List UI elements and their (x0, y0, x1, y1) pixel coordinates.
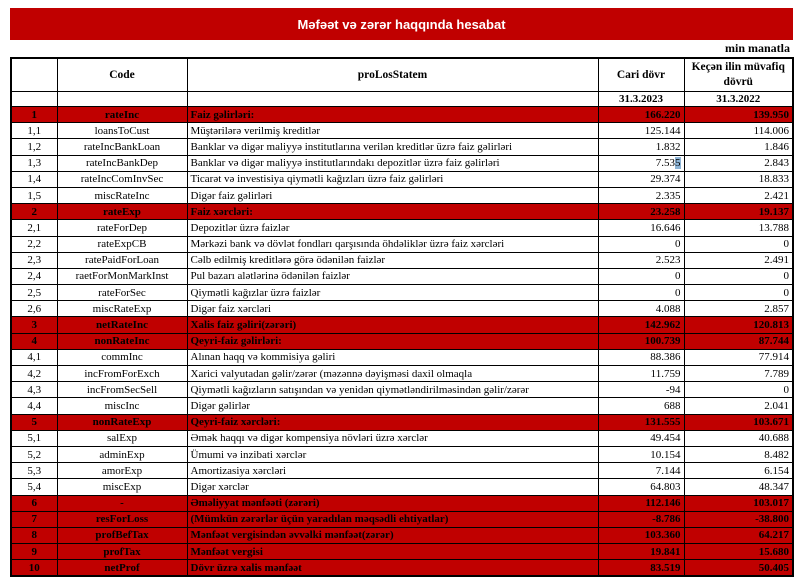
row-number-cell: 1,5 (11, 187, 57, 203)
table-row (11, 187, 793, 203)
current-value-cell: 0 (598, 236, 684, 252)
code-cell: rateIncBankLoan (57, 139, 187, 155)
previous-value-cell: 40.688 (684, 430, 793, 446)
current-value-cell: 142.962 (598, 317, 684, 333)
current-value-cell: 7.535 (598, 155, 684, 171)
row-number-cell: 9 (11, 544, 57, 560)
previous-value-cell: 2.843 (684, 155, 793, 171)
previous-value-cell: 0 (684, 236, 793, 252)
table-row (11, 123, 793, 139)
current-value-cell: 16.646 (598, 220, 684, 236)
code-cell: loansToCust (57, 123, 187, 139)
description-cell: Digər xərclər (187, 479, 598, 495)
current-value-cell: 64.803 (598, 479, 684, 495)
code-cell: incFromSecSell (57, 382, 187, 398)
report-title-bar (10, 8, 793, 40)
table-row (11, 495, 793, 511)
row-number-cell: 2,2 (11, 236, 57, 252)
row-number-cell: 7 (11, 511, 57, 527)
header-num (11, 58, 57, 92)
description-cell: Müştərilərə verilmiş kreditlər (187, 123, 598, 139)
current-value-cell: 7.144 (598, 463, 684, 479)
description-cell: Xarici valyutadan gəlir/zərər (məzənnə dəyişməsi daxil olmaqla (187, 366, 598, 382)
description-cell: (Mümkün zərərlər üçün yaradılan məqsədli ehtiyatlar) (187, 511, 598, 527)
row-number-cell: 5,2 (11, 446, 57, 462)
previous-value-cell: 0 (684, 268, 793, 284)
selected-digit: 5 (675, 157, 681, 170)
table-row (11, 204, 793, 220)
code-cell: resForLoss (57, 511, 187, 527)
previous-value-cell: 139.950 (684, 107, 793, 123)
header-description: proLosStatem (187, 58, 598, 92)
previous-value-cell: 77.914 (684, 349, 793, 365)
description-cell: Banklar və digər maliyyə institutlarındakı depozitlər üzrə faiz gəlirləri (187, 155, 598, 171)
current-value-cell: 100.739 (598, 333, 684, 349)
unit-note: min manatla (724, 41, 790, 55)
description-cell: Digər faiz xərcləri (187, 301, 598, 317)
code-cell: miscRateInc (57, 187, 187, 203)
dates-empty-desc (187, 92, 598, 107)
description-cell: Mənfəət vergisi (187, 544, 598, 560)
previous-value-cell: 19.137 (684, 204, 793, 220)
header-row (11, 58, 793, 92)
code-cell: rateForSec (57, 285, 187, 301)
previous-value-cell: 103.671 (684, 414, 793, 430)
table-row (11, 285, 793, 301)
previous-value-cell: 50.405 (684, 560, 793, 577)
description-cell: Qiymətli kağızların satışından və yenidən qiymətləndirilməsindən gəlir/zərər (187, 382, 598, 398)
row-number-cell: 10 (11, 560, 57, 577)
current-value-cell: 688 (598, 398, 684, 414)
table-row (11, 463, 793, 479)
code-cell: amorExp (57, 463, 187, 479)
previous-value-cell: 13.788 (684, 220, 793, 236)
current-value-cell: 2.523 (598, 252, 684, 268)
table-row (11, 479, 793, 495)
current-value-cell: 0 (598, 285, 684, 301)
description-cell: Digər gəlirlər (187, 398, 598, 414)
previous-value-cell: 64.217 (684, 527, 793, 543)
code-cell: rateExp (57, 204, 187, 220)
current-value-cell: 4.088 (598, 301, 684, 317)
table-row (11, 333, 793, 349)
table-row (11, 317, 793, 333)
current-value-cell: 19.841 (598, 544, 684, 560)
row-number-cell: 2,6 (11, 301, 57, 317)
previous-value-cell: 0 (684, 382, 793, 398)
previous-value-cell: 2.421 (684, 187, 793, 203)
current-value-cell: 112.146 (598, 495, 684, 511)
table-row (11, 236, 793, 252)
previous-value-cell: 2.041 (684, 398, 793, 414)
previous-value-cell: 48.347 (684, 479, 793, 495)
previous-value-cell: -38.800 (684, 511, 793, 527)
current-value-cell: 11.759 (598, 366, 684, 382)
current-value-cell: 23.258 (598, 204, 684, 220)
current-value-cell: 131.555 (598, 414, 684, 430)
code-cell: raetForMonMarkInst (57, 268, 187, 284)
header-previous-period: Keçən ilin müvafiq dövrü (684, 58, 793, 92)
description-cell: Əmək haqqı və digər kompensiya növləri üzrə xərclər (187, 430, 598, 446)
table-row (11, 252, 793, 268)
code-cell: incFromForExch (57, 366, 187, 382)
description-cell: Pul bazarı alətlərinə ödənilən faizlər (187, 268, 598, 284)
description-cell: Dövr üzrə xalis mənfəət (187, 560, 598, 577)
current-value-cell: 125.144 (598, 123, 684, 139)
row-number-cell: 2,5 (11, 285, 57, 301)
code-cell: commInc (57, 349, 187, 365)
description-cell: Faiz gəlirləri: (187, 107, 598, 123)
current-value-cell: 1.832 (598, 139, 684, 155)
row-number-cell: 4,3 (11, 382, 57, 398)
description-cell: Ticarət və investisiya qiymətli kağızları üzrə faiz gəlirləri (187, 171, 598, 187)
code-cell: salExp (57, 430, 187, 446)
code-cell: rateIncBankDep (57, 155, 187, 171)
current-period-date: 31.3.2023 (598, 92, 684, 107)
table-row (11, 220, 793, 236)
table-row (11, 414, 793, 430)
table-row (11, 268, 793, 284)
table-row (11, 171, 793, 187)
description-cell: Xalis faiz gəliri(zərəri) (187, 317, 598, 333)
table-row (11, 366, 793, 382)
code-cell: - (57, 495, 187, 511)
description-cell: Cəlb edilmiş kreditlərə görə ödənilən faizlər (187, 252, 598, 268)
previous-value-cell: 114.006 (684, 123, 793, 139)
code-cell: rateInc (57, 107, 187, 123)
row-number-cell: 1,1 (11, 123, 57, 139)
row-number-cell: 5 (11, 414, 57, 430)
current-value-cell: 103.360 (598, 527, 684, 543)
table-body (11, 107, 793, 577)
code-cell: nonRateExp (57, 414, 187, 430)
table-row (11, 511, 793, 527)
previous-value-cell: 15.680 (684, 544, 793, 560)
code-cell: ratePaidForLoan (57, 252, 187, 268)
dates-empty-num (11, 92, 57, 107)
previous-value-cell: 2.857 (684, 301, 793, 317)
table-row (11, 301, 793, 317)
row-number-cell: 1 (11, 107, 57, 123)
previous-period-date: 31.3.2022 (684, 92, 793, 107)
profit-loss-table (10, 57, 794, 577)
description-cell: Mənfəət vergisindən əvvəlki mənfəət(zərər) (187, 527, 598, 543)
row-number-cell: 1,4 (11, 171, 57, 187)
dates-empty-code (57, 92, 187, 107)
description-cell: Qeyri-faiz xərcləri: (187, 414, 598, 430)
code-cell: nonRateInc (57, 333, 187, 349)
previous-value-cell: 2.491 (684, 252, 793, 268)
description-cell: Qiymətli kağızlar üzrə faizlər (187, 285, 598, 301)
code-cell: miscInc (57, 398, 187, 414)
table-row (11, 527, 793, 543)
row-number-cell: 2,1 (11, 220, 57, 236)
header-current-period: Cari dövr (598, 58, 684, 92)
current-value-cell: 88.386 (598, 349, 684, 365)
code-cell: rateIncComInvSec (57, 171, 187, 187)
table-row (11, 446, 793, 462)
current-value-cell: 49.454 (598, 430, 684, 446)
current-value-cell: -8.786 (598, 511, 684, 527)
table-row (11, 107, 793, 123)
table-row (11, 349, 793, 365)
row-number-cell: 5,4 (11, 479, 57, 495)
code-cell: netRateInc (57, 317, 187, 333)
row-number-cell: 8 (11, 527, 57, 543)
row-number-cell: 5,3 (11, 463, 57, 479)
table-row (11, 544, 793, 560)
row-number-cell: 1,3 (11, 155, 57, 171)
code-cell: netProf (57, 560, 187, 577)
previous-value-cell: 103.017 (684, 495, 793, 511)
row-number-cell: 3 (11, 317, 57, 333)
dates-row (11, 92, 793, 107)
current-value-cell: 10.154 (598, 446, 684, 462)
previous-value-cell: 1.846 (684, 139, 793, 155)
row-number-cell: 4,4 (11, 398, 57, 414)
table-row (11, 430, 793, 446)
row-number-cell: 1,2 (11, 139, 57, 155)
description-cell: Depozitlər üzrə faizlər (187, 220, 598, 236)
previous-value-cell: 0 (684, 285, 793, 301)
description-cell: Mərkəzi bank və dövlət fondları qarşısında öhdəliklər üzrə faiz xərcləri (187, 236, 598, 252)
previous-value-cell: 6.154 (684, 463, 793, 479)
description-cell: Alınan haqq və kommisiya gəliri (187, 349, 598, 365)
row-number-cell: 4,2 (11, 366, 57, 382)
current-value-cell: -94 (598, 382, 684, 398)
previous-value-cell: 7.789 (684, 366, 793, 382)
current-value-cell: 83.519 (598, 560, 684, 577)
code-cell: profTax (57, 544, 187, 560)
row-number-cell: 4,1 (11, 349, 57, 365)
code-cell: rateForDep (57, 220, 187, 236)
current-value-cell: 166.220 (598, 107, 684, 123)
table-row (11, 155, 793, 171)
description-cell: Faiz xərcləri: (187, 204, 598, 220)
row-number-cell: 6 (11, 495, 57, 511)
previous-value-cell: 8.482 (684, 446, 793, 462)
report-title: Məfəət və zərər haqqında hesabat (297, 16, 506, 32)
current-value-cell: 0 (598, 268, 684, 284)
code-cell: profBefTax (57, 527, 187, 543)
table-row (11, 382, 793, 398)
current-value-cell: 2.335 (598, 187, 684, 203)
code-cell: adminExp (57, 446, 187, 462)
table-row (11, 560, 793, 577)
row-number-cell: 2 (11, 204, 57, 220)
description-cell: Qeyri-faiz gəlirləri: (187, 333, 598, 349)
previous-value-cell: 87.744 (684, 333, 793, 349)
row-number-cell: 2,3 (11, 252, 57, 268)
description-cell: Əməliyyat mənfəəti (zərəri) (187, 495, 598, 511)
description-cell: Digər faiz gəlirləri (187, 187, 598, 203)
table-row (11, 398, 793, 414)
row-number-cell: 4 (11, 333, 57, 349)
description-cell: Banklar və digər maliyyə institutlarına verilən kreditlər üzrə faiz gəlirləri (187, 139, 598, 155)
current-value-cell: 29.374 (598, 171, 684, 187)
row-number-cell: 5,1 (11, 430, 57, 446)
description-cell: Ümumi və inzibati xərclər (187, 446, 598, 462)
row-number-cell: 2,4 (11, 268, 57, 284)
previous-value-cell: 120.813 (684, 317, 793, 333)
code-cell: miscExp (57, 479, 187, 495)
description-cell: Amortizasiya xərcləri (187, 463, 598, 479)
header-code: Code (57, 58, 187, 92)
table-row (11, 139, 793, 155)
code-cell: miscRateExp (57, 301, 187, 317)
code-cell: rateExpCB (57, 236, 187, 252)
previous-value-cell: 18.833 (684, 171, 793, 187)
